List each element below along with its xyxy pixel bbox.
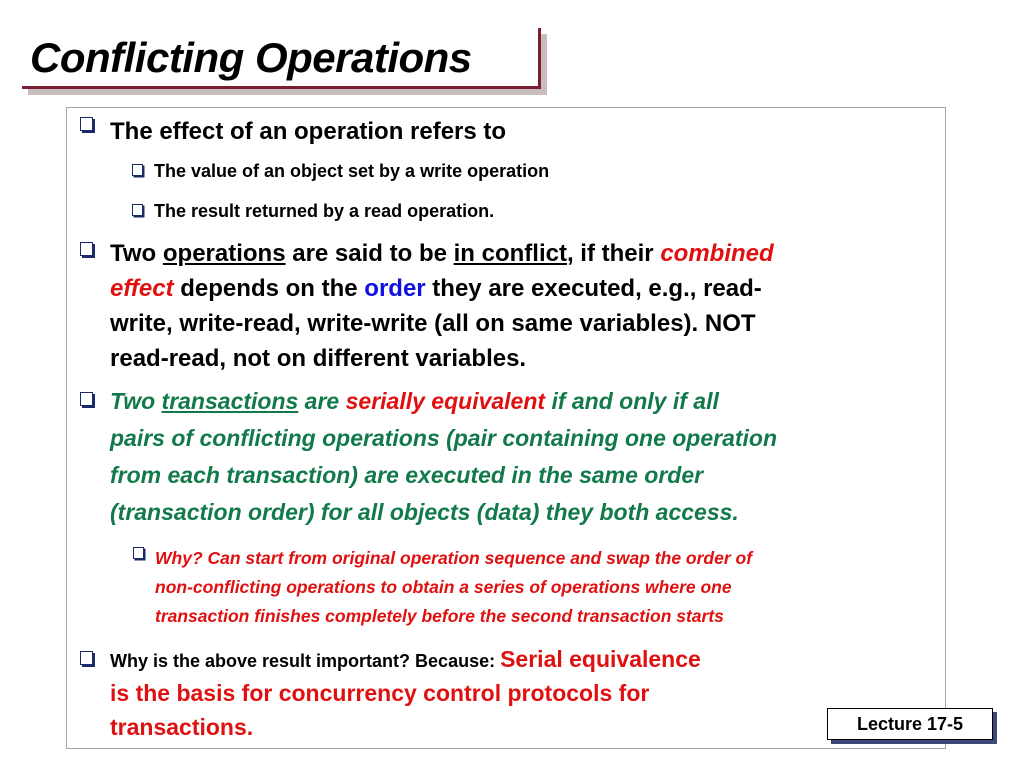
term-combined: combined [660,240,774,267]
bullet-4-text: Why is the above result important? Because: [110,651,501,671]
bullet-2-text: they are executed, e.g., read- [425,275,762,302]
bullet-3-text: Two [110,388,162,414]
bullet-1-sub-2-text: The result returned by a read operation. [154,201,495,221]
bullet-3-line-4: (transaction order) for all objects (data) they both access. [110,499,739,525]
term-operations: operations [162,240,286,267]
checkbox-bullet-icon [80,651,93,665]
bullet-1-sub-1-text: The value of an object set by a write operation [154,161,550,181]
bullet-2-line-2 [110,271,762,306]
term-in-conflict: in conflict [453,240,567,267]
bullet-3-sub-line-1: Why? Can start from original operation sequence and swap the order of [155,548,753,568]
bullet-1-text: The effect of an operation refers to [110,118,507,145]
term-order: order [364,275,426,302]
bullet-2-line-3: write, write-read, write-write (all on same variables). NOT [110,310,756,337]
bullet-2-text: depends on the [173,275,365,302]
title-box [22,28,541,89]
term-serially-equivalent: serially equivalent [345,388,546,414]
bullet-2-text: Two [110,240,163,267]
checkbox-bullet-icon [80,242,93,256]
bullet-2-text: are said to be [285,240,454,267]
term-transactions: transactions [161,388,299,414]
checkbox-bullet-icon [80,392,93,406]
term-serial-equivalence: Serial equivalence [500,646,701,672]
bullet-2-line-4: read-read, not on different variables. [110,345,527,372]
bullet-4-line-2: is the basis for concurrency control protocols for [110,680,650,706]
bullet-4-line-3: transactions. [110,714,254,740]
checkbox-bullet-icon [80,117,93,131]
bullet-3-sub-line-2: non-conflicting operations to obtain a series of operations where one [155,577,732,597]
checkbox-bullet-icon [132,164,143,176]
checkbox-bullet-icon [132,204,143,216]
bullet-2-text: , if their [566,240,661,267]
bullet-3-line-3: from each transaction) are executed in the same order [110,462,704,488]
bullet-3-sub-line-3: transaction finishes completely before the second transaction starts [155,606,724,626]
bullet-3-line-1 [110,383,719,420]
slide-title: Conflicting Operations [30,34,472,81]
bullet-2-line-1 [110,236,774,271]
bullet-3-line-2: pairs of conflicting operations (pair containing one operation [110,425,778,451]
bullet-3-text: are [298,388,346,414]
bullet-3-text: if and only if all [545,388,719,414]
term-effect: effect [110,275,174,302]
checkbox-bullet-icon [133,547,144,559]
lecture-label: Lecture 17-5 [827,708,993,740]
